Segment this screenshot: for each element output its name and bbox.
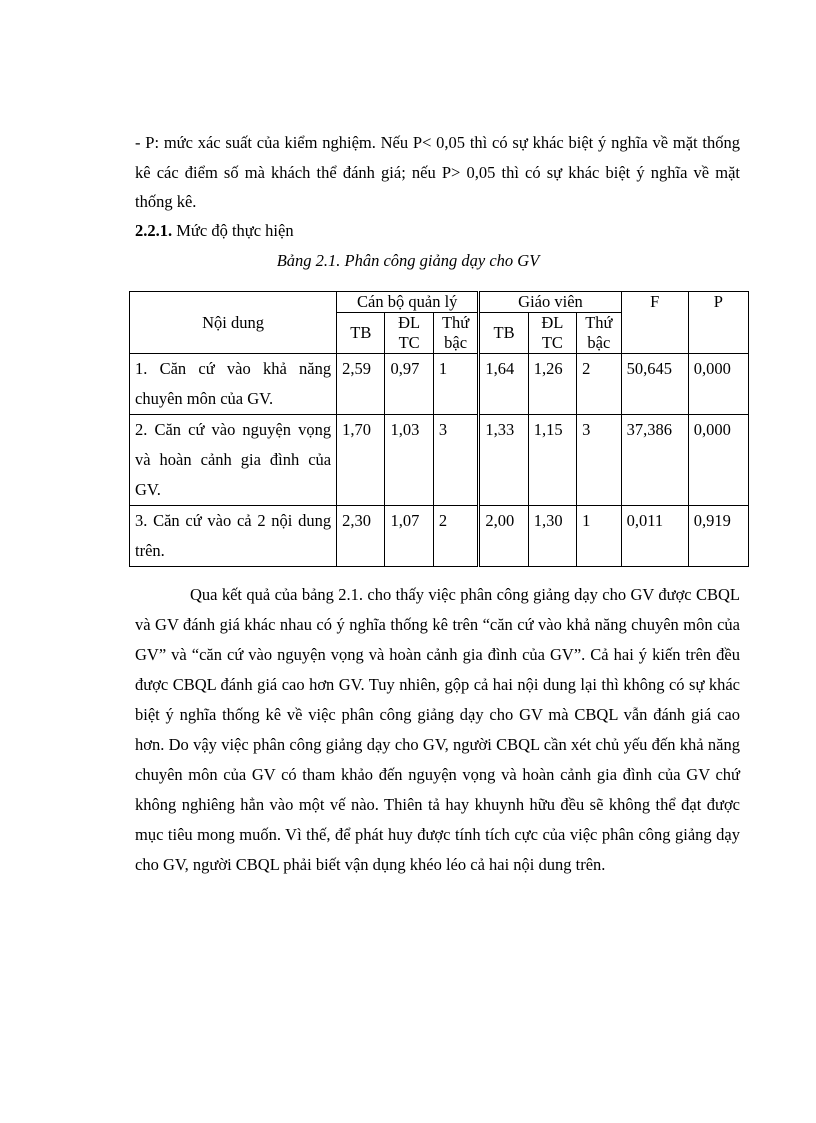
section-title: Mức độ thực hiện: [172, 221, 294, 240]
teachers-dltc: 1,26: [528, 354, 576, 415]
analysis-paragraph: Qua kết quả của bảng 2.1. cho thấy việc phân công giảng dạy cho GV được CBQL và GV đánh giá khác nhau có ý nghĩa thống kê trên “căn cứ vào khả năng chuyên môn của GV” và “căn cứ vào nguyện vọng và hoàn cảnh gia đình của GV”. Cả hai ý kiến trên đều được CBQL đánh giá cao hơn GV. Tuy nhiên, gộp cả hai nội dung lại thì không có sự khác biệt ý nghĩa thống kê về việc phân công giảng dạy cho GV mà CBQL vẫn đánh giá cao hơn. Do vậy việc phân công giảng dạy cho GV, người CBQL cần xét chủ yếu đến khả năng chuyên môn của GV có tham khảo đến nguyện vọng và hoàn cảnh gia đình của GV chứ không nghiêng hẳn vào một vế nào. Thiên tả hay khuynh hữu đều sẽ không thể đạt được mục tiêu mong muốn. Vì thế, để phát huy được tính tích cực của việc phân công giảng dạy cho GV, người CBQL phải biết vận dụng khéo léo cả hai nội dung trên.: [135, 585, 740, 874]
managers-dltc: 0,97: [385, 354, 433, 415]
header-f: F: [621, 292, 688, 354]
teachers-tb: 1,64: [479, 354, 528, 415]
managers-rank: 1: [433, 354, 479, 415]
managers-tb: 2,30: [337, 506, 385, 567]
header-teachers: Giáo viên: [479, 292, 621, 313]
header-managers: Cán bộ quản lý: [337, 292, 479, 313]
managers-dltc: 1,03: [385, 415, 433, 506]
p-value: 0,000: [688, 354, 748, 415]
p-value: 0,919: [688, 506, 748, 567]
f-value: 37,386: [621, 415, 688, 506]
managers-rank: 3: [433, 415, 479, 506]
header-p: P: [688, 292, 748, 354]
header-managers-dltc: ĐL TC: [385, 313, 433, 354]
row-content: 1. Căn cứ vào khả năng chuyên môn của GV.: [130, 354, 337, 415]
row-content: 2. Căn cứ vào nguyện vọng và hoàn cảnh gia đình của GV.: [130, 415, 337, 506]
header-content: Nội dung: [130, 292, 337, 354]
table-caption: Bảng 2.1. Phân công giảng dạy cho GV: [276, 251, 540, 270]
header-teachers-tb: TB: [479, 313, 528, 354]
managers-rank: 2: [433, 506, 479, 567]
table-header-row: [130, 292, 749, 313]
section-heading: [135, 216, 294, 245]
header-teachers-rank: Thứ bậc: [577, 313, 622, 354]
managers-dltc: 1,07: [385, 506, 433, 567]
row-content: 3. Căn cứ vào cả 2 nội dung trên.: [130, 506, 337, 567]
teachers-tb: 1,33: [479, 415, 528, 506]
managers-tb: 2,59: [337, 354, 385, 415]
teachers-rank: 2: [577, 354, 622, 415]
teachers-tb: 2,00: [479, 506, 528, 567]
header-teachers-dltc: ĐL TC: [528, 313, 576, 354]
header-managers-rank: Thứ bậc: [433, 313, 479, 354]
teachers-rank: 3: [577, 415, 622, 506]
intro-paragraph: - P: mức xác suất của kiểm nghiệm. Nếu P< 0,05 thì có sự khác biệt ý nghĩa về mặt thống kê các điểm số mà khách thể đánh giá; nếu P> 0,05 thì có sự khác biệt ý nghĩa về mặt thống kê.: [135, 133, 740, 211]
managers-tb: 1,70: [337, 415, 385, 506]
header-managers-tb: TB: [337, 313, 385, 354]
f-value: 0,011: [621, 506, 688, 567]
f-value: 50,645: [621, 354, 688, 415]
table-row: [130, 354, 749, 415]
p-value: 0,000: [688, 415, 748, 506]
teachers-dltc: 1,15: [528, 415, 576, 506]
teachers-dltc: 1,30: [528, 506, 576, 567]
table-row: [130, 415, 749, 506]
results-table: [129, 291, 749, 567]
table-row: [130, 506, 749, 567]
section-number: 2.2.1.: [135, 221, 173, 240]
teachers-rank: 1: [577, 506, 622, 567]
